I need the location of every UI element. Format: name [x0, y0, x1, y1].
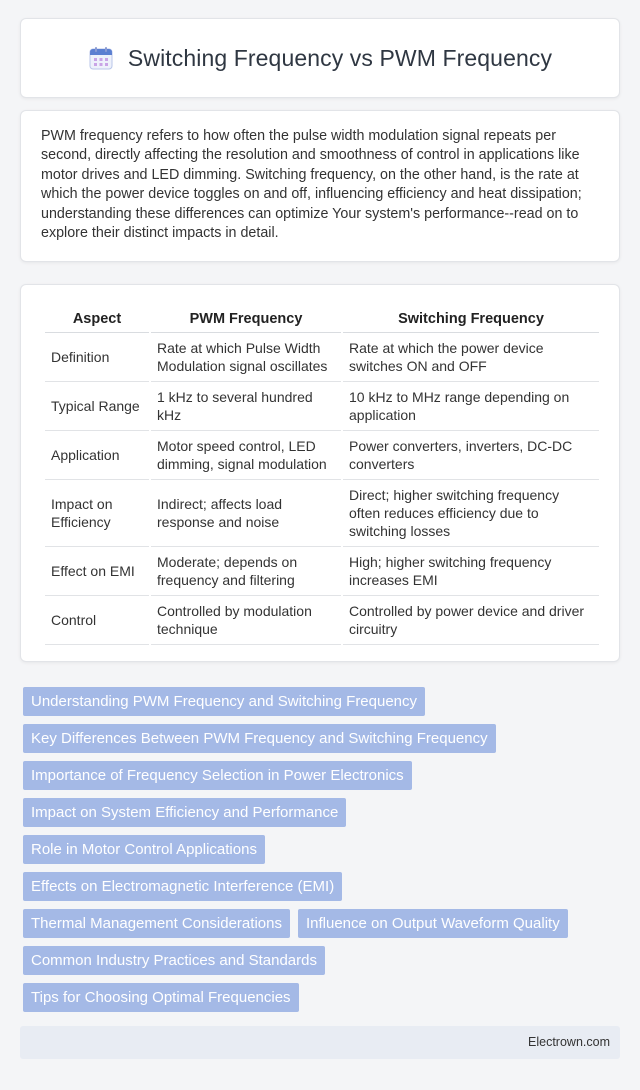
tag-link[interactable]: Influence on Output Waveform Quality: [298, 909, 568, 938]
tag-link[interactable]: Common Industry Practices and Standards: [23, 946, 325, 975]
cell-switching: Rate at which the power device switches ON and OFF: [343, 333, 599, 382]
header-pwm-frequency: PWM Frequency: [151, 305, 341, 333]
footer: [20, 1026, 620, 1059]
tag-link[interactable]: Impact on System Efficiency and Performance: [23, 798, 346, 827]
topic-tags: [23, 687, 623, 1020]
cell-pwm: Controlled by modulation technique: [151, 596, 341, 645]
tag-link[interactable]: Thermal Management Considerations: [23, 909, 290, 938]
cell-pwm: Motor speed control, LED dimming, signal modulation: [151, 431, 341, 480]
cell-switching: 10 kHz to MHz range depending on application: [343, 382, 599, 431]
table-row: [45, 480, 599, 547]
intro-card: [20, 110, 620, 262]
cell-aspect: Control: [45, 596, 149, 645]
cell-aspect: Definition: [45, 333, 149, 382]
tag-link[interactable]: Effects on Electromagnetic Interference (EMI): [23, 872, 342, 901]
table-row: [45, 547, 599, 596]
cell-switching: Direct; higher switching frequency often reduces efficiency due to switching losses: [343, 480, 599, 547]
tag-link[interactable]: Role in Motor Control Applications: [23, 835, 265, 864]
cell-switching: High; higher switching frequency increases EMI: [343, 547, 599, 596]
tag-link[interactable]: Understanding PWM Frequency and Switching Frequency: [23, 687, 425, 716]
header-card: [20, 18, 620, 98]
cell-switching: Power converters, inverters, DC-DC converters: [343, 431, 599, 480]
intro-paragraph: PWM frequency refers to how often the pulse width modulation signal repeats per second, directly affecting the resolution and smoothness of control in applications like motor drives and LED dimming. Switching frequency, on the other hand, is the rate at which the power device toggles on and off, influencing efficiency and heat dissipation; understanding these differences can optimize Your system's performance--read on to explore their distinct impacts in detail.: [41, 128, 582, 242]
tag-link[interactable]: Tips for Choosing Optimal Frequencies: [23, 983, 299, 1012]
comparison-table-card: [20, 284, 620, 662]
table-row: [45, 431, 599, 480]
cell-aspect: Typical Range: [45, 382, 149, 431]
table-row: [45, 333, 599, 382]
cell-pwm: 1 kHz to several hundred kHz: [151, 382, 341, 431]
cell-pwm: Indirect; affects load response and noise: [151, 480, 341, 547]
table-row: [45, 382, 599, 431]
cell-aspect: Application: [45, 431, 149, 480]
tag-link[interactable]: Importance of Frequency Selection in Power Electronics: [23, 761, 412, 790]
cell-pwm: Rate at which Pulse Width Modulation signal oscillates: [151, 333, 341, 382]
cell-aspect: Impact on Efficiency: [45, 480, 149, 547]
table-row: [45, 596, 599, 645]
header-switching-frequency: Switching Frequency: [343, 305, 599, 333]
cell-pwm: Moderate; depends on frequency and filtering: [151, 547, 341, 596]
title-wrap: [88, 45, 552, 72]
comparison-table: [43, 305, 601, 645]
cell-switching: Controlled by power device and driver circuitry: [343, 596, 599, 645]
header-aspect: Aspect: [45, 305, 149, 333]
page-title: Switching Frequency vs PWM Frequency: [127, 44, 553, 71]
cell-aspect: Effect on EMI: [45, 547, 149, 596]
footer-site-name: Electrown.com: [528, 1035, 610, 1049]
table-header-row: [45, 305, 599, 333]
tag-link[interactable]: Key Differences Between PWM Frequency and Switching Frequency: [23, 724, 496, 753]
calendar-icon: [88, 45, 114, 71]
